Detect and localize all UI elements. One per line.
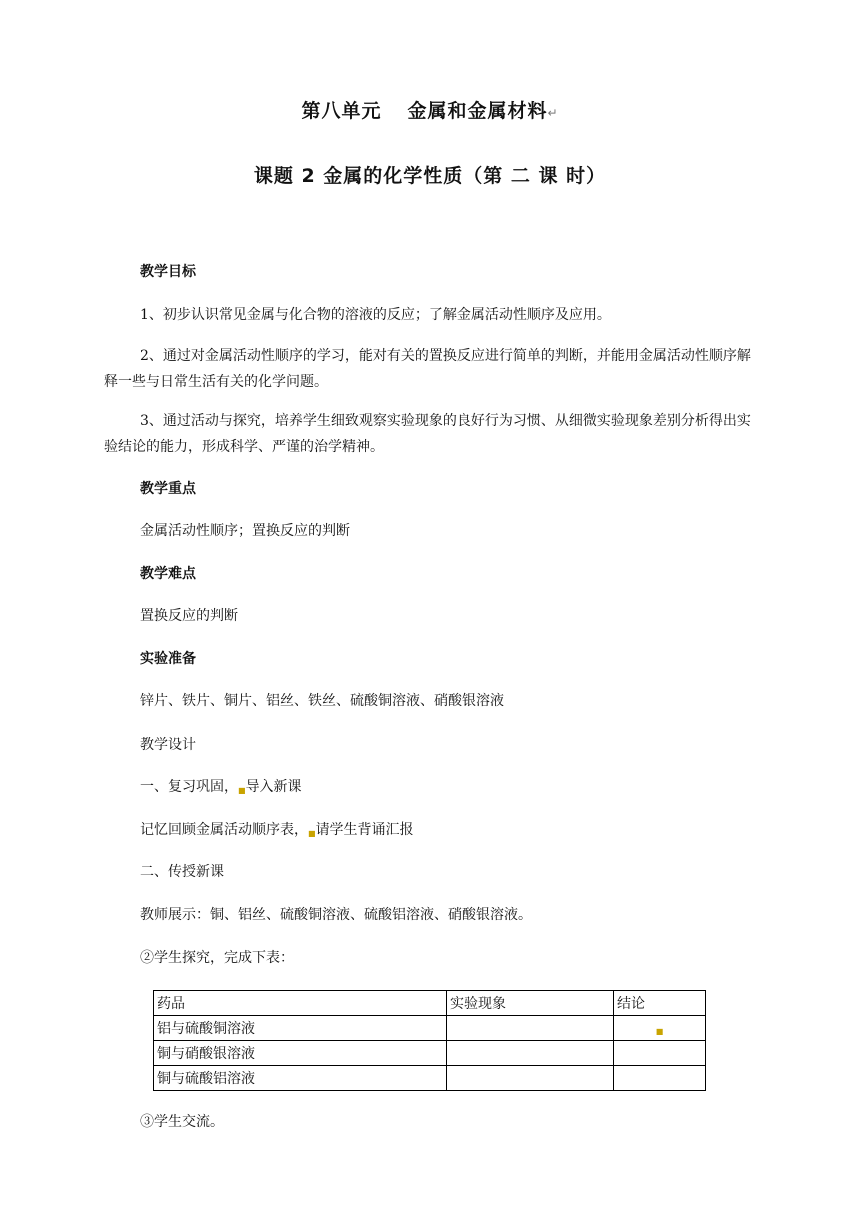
table-header-row: [154, 991, 706, 1016]
paragraph-mark-icon: ↵: [547, 106, 559, 120]
preparation-text: 锌片、铁片、铜片、铝丝、铁丝、硫酸铜溶液、硝酸银溶液: [140, 693, 504, 709]
format-mark-icon: ■: [238, 786, 246, 795]
table-header-cell: 实验现象: [447, 991, 614, 1016]
student-explore: ②学生探究，完成下表：: [140, 950, 294, 966]
table-cell: [447, 1041, 614, 1066]
objective-item-1: 1、初步认识常见金属与化合物的溶液的反应；了解金属活动性顺序及应用。: [140, 307, 611, 323]
key-points-heading: 教学重点: [140, 481, 196, 497]
unit-prefix: 第八单元: [301, 100, 382, 122]
teacher-demo: 教师展示：铜、铝丝、硫酸铜溶液、硫酸铝溶液、硝酸银溶液。: [140, 907, 532, 923]
design-step-2: 二、传授新课: [140, 864, 224, 880]
table-row: [154, 1016, 706, 1041]
table-header-cell: 结论: [614, 991, 706, 1016]
table-row: [154, 1066, 706, 1091]
table-cell: 铝与硫酸铜溶液: [154, 1016, 447, 1041]
objective-item-2: 2、通过对金属活动性顺序的学习，能对有关的置换反应进行简单的判断，并能用金属活动性顺序解释一些与日常生活有关的化学问题。: [104, 348, 751, 390]
format-mark-icon: ■: [655, 1027, 664, 1036]
table-cell: 铜与硝酸银溶液: [154, 1041, 447, 1066]
table-row: [154, 1041, 706, 1066]
key-points-text: 金属活动性顺序；置换反应的判断: [140, 523, 350, 539]
table-cell: [614, 1066, 706, 1091]
unit-title: [0, 96, 860, 123]
student-exchange: ③学生交流。: [140, 1114, 224, 1130]
table-cell: [614, 1016, 706, 1041]
table-header-cell: 药品: [154, 991, 447, 1016]
table-cell: [447, 1066, 614, 1091]
design-step-1: 一、复习巩固，■导入新课: [140, 779, 302, 795]
experiment-table: [153, 990, 706, 1091]
difficulties-text: 置换反应的判断: [140, 608, 238, 624]
difficulties-heading: 教学难点: [140, 566, 196, 582]
preparation-heading: 实验准备: [140, 651, 196, 667]
table-cell: [447, 1016, 614, 1041]
lesson-title: 课题 2 金属的化学性质（第 二 课 时）: [253, 165, 607, 187]
design-heading: 教学设计: [140, 737, 196, 753]
table-cell: [614, 1041, 706, 1066]
objectives-heading: 教学目标: [140, 264, 196, 280]
unit-name: 金属和金属材料: [407, 100, 548, 122]
format-mark-icon: ■: [308, 829, 316, 838]
table-cell: 铜与硫酸铝溶液: [154, 1066, 447, 1091]
objective-item-3: 3、通过活动与探究，培养学生细致观察实验现象的良好行为习惯、从细微实验现象差别分析得出实验结论的能力，形成科学、严谨的治学精神。: [104, 413, 751, 455]
design-step-1-detail: 记忆回顾金属活动顺序表，■请学生背诵汇报: [140, 822, 414, 838]
